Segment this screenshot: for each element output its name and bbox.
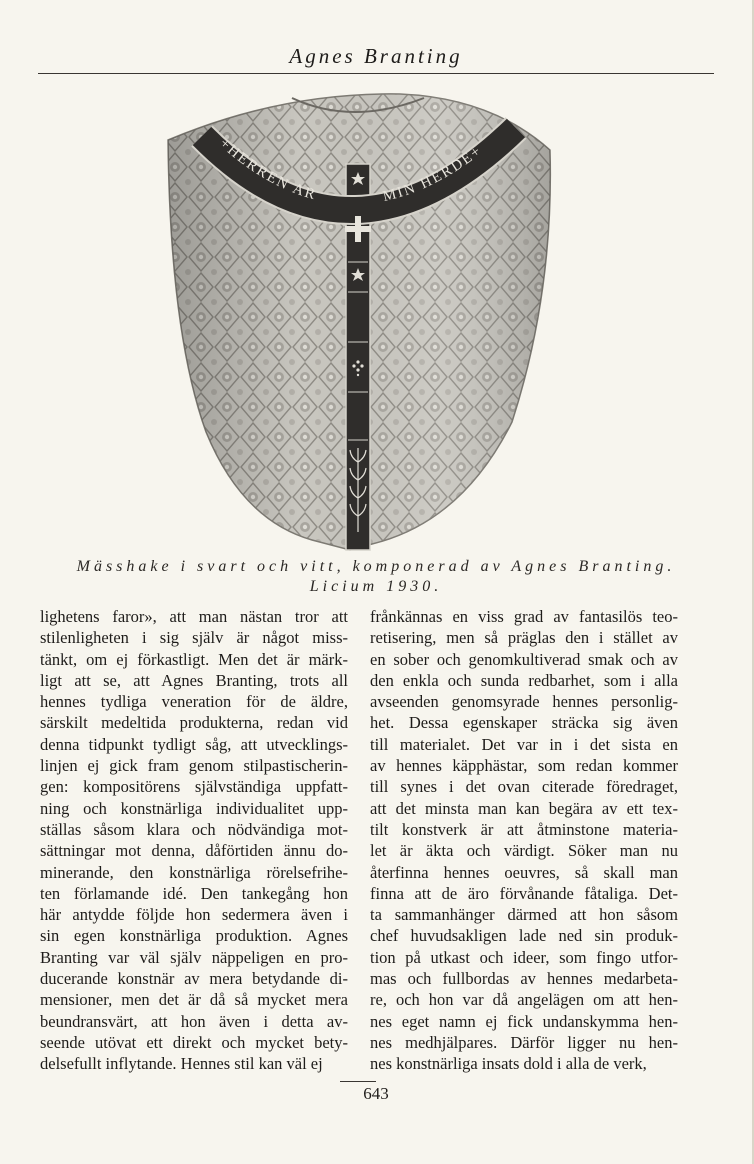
text-line: mas och fullbordas av hennes medarbeta- [370, 969, 678, 989]
figure-caption-line-2: Licium 1930. [309, 578, 443, 595]
text-line: här antydde följde hon sedermera även i [40, 905, 348, 925]
text-line: finna att de äro förvånande fåtaliga. Det- [370, 883, 678, 903]
header-rule [38, 73, 714, 74]
text-line: tilt konstverk är att åtminstone materia- [370, 819, 678, 839]
text-line: nes eget namn ej fick undanskymma hen- [370, 1011, 678, 1031]
folio-rule [340, 1081, 376, 1082]
text-line: re, och hon var då angelägen om att hen- [370, 990, 678, 1010]
text-line: tänkt, om ej förkastligt. Men det är märk- [40, 649, 348, 669]
text-line: att det minsta man kan begära av ett tex- [370, 798, 678, 818]
text-line: het. Dessa egenskaper sträcka sig även [370, 713, 678, 733]
text-line: av hennes käpphästar, som redan kommer [370, 756, 678, 776]
text-line: beundransvärt, att hon även i detta av- [40, 1011, 348, 1031]
text-line: Branting var väl själv näppeligen en pro- [40, 947, 348, 967]
text-column-left [40, 606, 348, 1075]
text-line: minerande, den konstnärliga rörelsefrihe- [40, 862, 348, 882]
text-line: avseenden genomsyrade hennes personlig- [370, 692, 678, 712]
text-line: retisering, men så präglas den i stället av [370, 628, 678, 648]
yoke-inscription-right: MIN HERDE+ [381, 142, 486, 205]
text-line: delsefullt inflytande. Hennes stil kan väl ej [40, 1054, 323, 1074]
text-line: denna tidpunkt tydligt såg, att utvecklings- [40, 734, 348, 754]
text-line: seende utövat ett direkt och mycket bety- [40, 1032, 348, 1052]
text-line: frånkännas en viss grad av fantasilös teo- [370, 607, 678, 626]
text-line: mensioner, men det är då så mycket mera [40, 990, 348, 1010]
text-line: ten förlamande idé. Den tankegång hon [40, 883, 348, 903]
text-line: nes medhjälpares. Därför ligger nu hen- [370, 1032, 678, 1052]
text-line: linjen ej gick fram genom stilpastischerin- [40, 756, 348, 776]
text-line: chef huvudsakligen lade ned sin produk- [370, 926, 678, 946]
yoke-inscription-left: +HERREN AR [216, 135, 319, 204]
text-line: den enkla och sunda redbarhet, som i alla [370, 670, 678, 690]
figure-caption-line-1: Mässhake i svart och vitt, komponerad av Agnes Branting. [76, 558, 676, 575]
text-line: återfinna hennes oeuvres, så skall man [370, 862, 678, 882]
text-line: gen: kompositörens självständiga uppfatt- [40, 777, 348, 797]
text-column-right [370, 606, 678, 1075]
text-line: ta sammanhänger därmed att hon såsom [370, 905, 678, 925]
text-line: let är äkta och värdigt. Söker man nu [370, 841, 678, 861]
text-line: nes konstnärliga insats dold i alla de verk, [370, 1054, 647, 1074]
text-line: en sober och genomkultiverad smak och av [370, 649, 678, 669]
text-line: särskilt medeltida produkterna, redan vid [40, 713, 348, 733]
running-head: Agnes Branting [289, 44, 463, 68]
text-line: till synes i det ovan citerade föredraget, [370, 777, 678, 797]
text-line: sin egen konstnärliga produktion. Agnes [40, 926, 348, 946]
text-line: hennes tydliga veneration för de äldre, [40, 692, 348, 712]
text-line: tion på utkast och ideer, som fingo utfor- [370, 947, 678, 967]
text-line: ligt att se, att Agnes Branting, trots all [40, 670, 348, 690]
chasuble-photograph [162, 92, 554, 552]
text-line: lighetens faror», att man nästan tror att [40, 607, 348, 626]
text-line: ställas såsom klara och nödvändiga mot- [40, 819, 348, 839]
text-line: stilenligheten i sig själv är något miss- [40, 628, 348, 648]
page-number: 643 [363, 1084, 389, 1103]
text-line: till materialet. Det var in i det sista en [370, 734, 678, 754]
text-line: ning och konstnärliga individualitet upp- [40, 798, 348, 818]
text-line: ducerande konstnär av mera betydande di- [40, 969, 348, 989]
text-line: sättningar mot denna, dåförtiden ännu do- [40, 841, 348, 861]
